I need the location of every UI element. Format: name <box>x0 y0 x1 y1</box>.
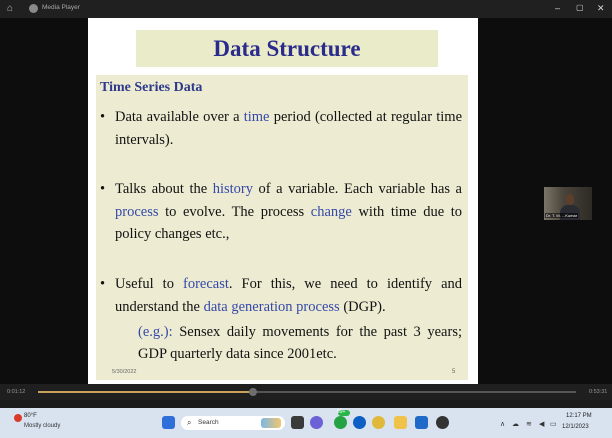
show-hidden-icons-chevron-icon[interactable]: ∧ <box>500 421 506 428</box>
example-text <box>138 321 462 365</box>
edge-browser-icon[interactable] <box>353 416 366 429</box>
bullet-3-text-2: . For this, we need to identify and understand the <box>115 276 463 315</box>
seek-track[interactable] <box>38 391 576 393</box>
webcam-overlay <box>544 187 592 220</box>
bullet-2-text-1: Talks about the <box>115 181 213 197</box>
example-body: Sensex daily movements for the past 3 years; GDP quarterly data since 2001etc. <box>138 324 462 362</box>
bullet-dot: • <box>100 276 106 292</box>
windows-start-icon[interactable] <box>162 416 175 429</box>
seek-thumb[interactable] <box>249 388 257 396</box>
bullet-2 <box>100 178 462 246</box>
slide-title: Data Structure <box>213 36 361 61</box>
bullet-2-keyword-process: process <box>115 203 159 220</box>
window-title-bar <box>0 0 612 18</box>
bullet-2-text-4: with time due to policy changes etc., <box>115 203 462 242</box>
media-player-app-icon <box>29 4 38 13</box>
bullet-1 <box>100 106 462 151</box>
bullet-1-keyword: time <box>243 109 270 125</box>
search-highlight-image <box>261 418 281 428</box>
clock-date[interactable]: 12/1/2023 <box>562 424 589 430</box>
presentation-slide <box>88 18 478 384</box>
taskbar <box>0 408 612 438</box>
word-icon[interactable] <box>415 416 428 429</box>
maximize-button[interactable]: ▢ <box>576 3 584 12</box>
slide-title-box <box>136 30 438 67</box>
webcam-name-label: Dr. T. M. ...Kumar <box>546 213 578 218</box>
bullet-1-text-pre: Data available over a <box>115 109 244 125</box>
close-button[interactable]: ✕ <box>597 3 605 13</box>
teams-chat-icon[interactable] <box>310 416 323 429</box>
minimize-button[interactable]: – <box>555 3 561 13</box>
bullet-2-keyword-history: history <box>212 181 254 197</box>
total-time: 0:53:31 <box>589 389 608 395</box>
slide-date: 5/30/2022 <box>112 369 137 375</box>
bullet-1-text-post: period (collected at regular time intervals). <box>115 109 463 148</box>
bullet-3-keyword-forecast: forecast <box>183 276 229 292</box>
chrome-browser-icon[interactable] <box>372 416 385 429</box>
media-player-taskbar-icon[interactable] <box>436 416 449 429</box>
home-icon[interactable]: ⌂ <box>7 3 14 14</box>
wifi-icon[interactable]: ≋ <box>526 421 532 428</box>
window-title: Media Player <box>42 4 80 11</box>
taskbar-search-box[interactable] <box>181 416 285 430</box>
volume-icon[interactable]: ◀ <box>539 421 545 428</box>
seek-bar-container <box>0 384 612 400</box>
bullet-3-keyword-dgp: data generation process <box>203 298 340 315</box>
onedrive-cloud-icon[interactable]: ☁ <box>512 421 519 428</box>
bullet-dot: • <box>100 109 106 125</box>
file-explorer-icon[interactable] <box>394 416 407 429</box>
task-view-icon[interactable] <box>291 416 304 429</box>
bullet-2-text-2: of a variable. Each variable has a <box>253 181 462 197</box>
battery-icon[interactable]: ▭ <box>550 421 557 428</box>
weather-alert-icon[interactable] <box>14 414 22 422</box>
notification-badge-count: 99+ <box>337 409 346 415</box>
weather-description[interactable]: Mostly cloudy <box>24 423 61 429</box>
weather-temperature[interactable]: 80°F <box>24 413 37 419</box>
clock-time[interactable]: 12:17 PM <box>566 413 592 419</box>
video-area[interactable] <box>0 18 612 384</box>
slide-page-number: 5 <box>452 369 456 375</box>
search-icon: ⌕ <box>187 418 192 427</box>
presenter-head <box>566 194 574 205</box>
bullet-dot: • <box>100 181 106 197</box>
example-keyword: (e.g.): <box>138 324 173 340</box>
current-time: 0:01:12 <box>7 389 26 395</box>
bullet-3-text-1: Useful to <box>115 276 183 292</box>
slide-subheading: Time Series Data <box>100 80 203 95</box>
seek-progress-fill <box>38 391 253 393</box>
bullet-3 <box>100 273 462 318</box>
bullet-3-text-3: (DGP). <box>339 298 386 315</box>
slide-content <box>96 75 468 380</box>
whatsapp-icon[interactable] <box>334 416 347 429</box>
search-label: Search <box>198 419 219 426</box>
bullet-2-text-3: to evolve. The process <box>158 203 311 220</box>
bullet-2-keyword-change: change <box>310 203 352 220</box>
